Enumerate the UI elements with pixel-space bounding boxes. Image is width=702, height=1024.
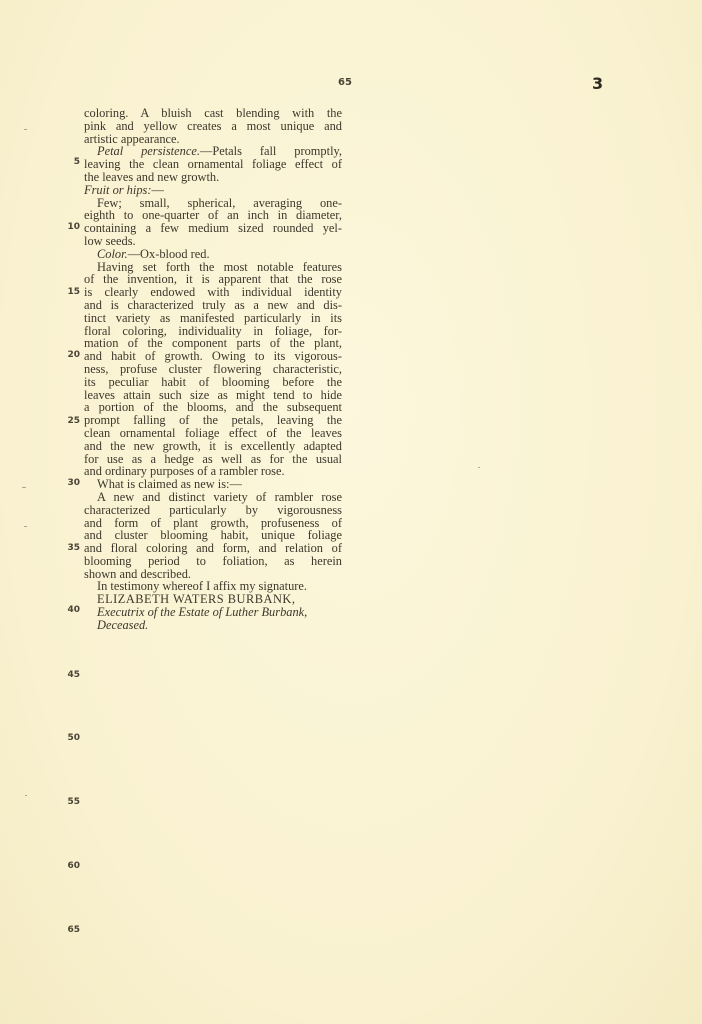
- line-text: What is claimed as new is:—: [97, 477, 242, 492]
- line-text: In testimony whereof I affix my signature.: [97, 579, 308, 594]
- line-text: Few; small, spherical, averaging one-: [97, 195, 342, 210]
- line-number-marker: 20: [67, 350, 80, 360]
- line-text: ness, profuse cluster flowering characteristic,: [84, 361, 342, 376]
- line-number-marker: 25: [67, 416, 80, 426]
- italic-heading: Color.: [97, 246, 128, 261]
- line-text: blooming period to foliation, as herein: [84, 553, 342, 568]
- line-text: Having set forth the most notable features: [97, 259, 342, 274]
- line-text: a portion of the blooms, and the subsequent: [84, 400, 342, 415]
- line-text: coloring. A bluish cast blending with the: [84, 106, 342, 120]
- line-text: pink and yellow creates a most unique and: [84, 118, 342, 133]
- line-text: of the invention, it is apparent that the rose: [84, 272, 342, 287]
- scan-speck: [22, 487, 26, 488]
- italic-heading: Petal persistence.: [97, 144, 200, 159]
- line-text: leaving the clean ornamental foliage effect of: [84, 157, 342, 172]
- line-text: and floral coloring and form, and relation of: [84, 541, 342, 556]
- line-text: ELIZABETH WATERS BURBANK,: [97, 592, 296, 607]
- line-text: low seeds.: [84, 233, 136, 248]
- line-text: eighth to one-quarter of an inch in diameter,: [84, 208, 342, 223]
- line-text: shown and described.: [84, 566, 192, 581]
- scan-speck: [478, 467, 480, 468]
- line-text: and cluster blooming habit, unique foliage: [84, 528, 342, 543]
- line-number-marker: 35: [67, 543, 80, 553]
- italic-heading: Deceased.: [97, 617, 149, 632]
- line-number-marker: 10: [67, 222, 80, 232]
- line-text: and form of plant growth, profuseness of: [84, 515, 342, 530]
- line-text: A new and distinct variety of rambler rose: [97, 489, 342, 504]
- line-text: clean ornamental foliage effect of the leaves: [84, 425, 342, 440]
- patent-text-column: [84, 107, 342, 632]
- line-number-marker: 30: [67, 478, 80, 488]
- scan-speck: [24, 129, 27, 130]
- line-text: floral coloring, individuality in foliage, for-: [84, 323, 342, 338]
- line-number-marker: 15: [67, 287, 80, 297]
- line-text: mation of the component parts of the plant,: [84, 336, 342, 351]
- line-number-marker: 50: [67, 733, 80, 743]
- line-number-marker: 45: [67, 670, 80, 680]
- line-text: tinct variety as manifested particularly in its: [84, 310, 342, 325]
- italic-heading: Fruit or hips:: [84, 182, 152, 197]
- line-text: and habit of growth. Owing to its vigorous-: [84, 349, 342, 364]
- line-number-marker: 65: [67, 925, 80, 935]
- line-number-marker: 60: [67, 861, 80, 871]
- line-text: —Ox-blood red.: [127, 246, 210, 261]
- line-text: and the new growth, it is excellently adapted: [84, 438, 342, 453]
- line-text: is clearly endowed with individual identity: [84, 285, 342, 300]
- scan-speck: [24, 526, 27, 527]
- line-text: for use as a hedge as well as for the usual: [84, 451, 342, 466]
- line-text: the leaves and new growth.: [84, 169, 220, 184]
- line-text: —: [151, 182, 164, 197]
- line-text: prompt falling of the petals, leaving the: [84, 413, 342, 428]
- line-text: artistic appearance.: [84, 131, 180, 146]
- line-number-marker: 55: [67, 797, 80, 807]
- italic-heading: Executrix of the Estate of Luther Burbank,: [97, 605, 308, 620]
- line-text: characterized particularly by vigorousness: [84, 502, 342, 517]
- line-text: its peculiar habit of blooming before the: [84, 374, 342, 389]
- line-text: and is characterized truly as a new and dis-: [84, 297, 342, 312]
- scan-speck: [25, 795, 27, 796]
- page-number: 3: [592, 74, 604, 93]
- column-number: 65: [338, 77, 352, 88]
- line-text: containing a few medium sized rounded yel-: [84, 221, 342, 236]
- line-text: —Petals fall promptly,: [199, 144, 342, 159]
- line-number-marker: 5: [73, 157, 80, 167]
- line-text: and ordinary purposes of a rambler rose.: [84, 464, 285, 479]
- text-line: [84, 619, 342, 632]
- line-number-marker: 40: [67, 605, 80, 615]
- line-text: leaves attain such size as might tend to hide: [84, 387, 342, 402]
